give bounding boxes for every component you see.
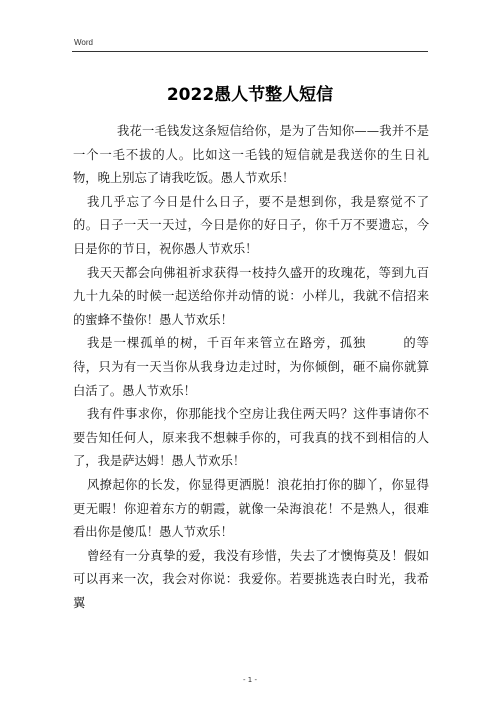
- header-divider: [72, 51, 428, 52]
- document-body: [73, 120, 429, 615]
- paragraph-5: 我有件事求你，你那能找个空房让我住两天吗？这件事请你不要告知任何人，原来我不想棘手你的，可我真的找不到相信的人了，我是萨达姆！愚人节欢乐！: [73, 407, 429, 469]
- paragraph-1: 我花一毛钱发这条短信给你，是为了告知你——我并不是一个一毛不拔的人。比如这一毛钱的短信就是我送你的生日礼物，晚上别忘了请我吃饭。愚人节欢乐！: [73, 124, 429, 186]
- paragraph-4: [73, 332, 429, 403]
- document-title: 2022愚人节整人短信: [166, 85, 334, 105]
- header-app-label: Word: [74, 38, 93, 47]
- paragraph-4-part-2: 的等待，只为有一天当你从我身边走过时，为你倾倒，砸不扁你就算白活了。愚人节欢乐！: [73, 336, 429, 398]
- paragraph-2: 我几乎忘了今日是什么日子，要不是想到你，我是察觉不了的。日子一天一天过，今日是你的好日子，你千万不要遗忘，今日是你的节日，祝你愚人节欢乐！: [73, 194, 429, 256]
- paragraph-4-part-1: 我是一棵孤单的树，千百年来管立在路旁，孤独: [87, 336, 367, 351]
- paragraph-3: 我天天都会向佛祖祈求获得一枝持久盛开的玫瑰花，等到九百九十九朵的时候一起送给你并动情的说：小样儿，我就不信招来的蜜蜂不蛰你！愚人节欢乐！: [73, 265, 429, 327]
- paragraph-7: 曾经有一分真挚的爱，我没有珍惜，失去了才懊悔莫及！假如可以再来一次，我会对你说：我爱你。若要挑选表白时光，我希翼: [73, 548, 429, 610]
- page-number: - 1 -: [243, 676, 257, 684]
- paragraph-6: 风撩起你的长发，你显得更洒脱！浪花拍打你的脚丫，你显得更无暇！你迎着东方的朝霞，就像一朵海浪花！不是熟人，很难看出你是傻瓜！愚人节欢乐！: [73, 477, 429, 540]
